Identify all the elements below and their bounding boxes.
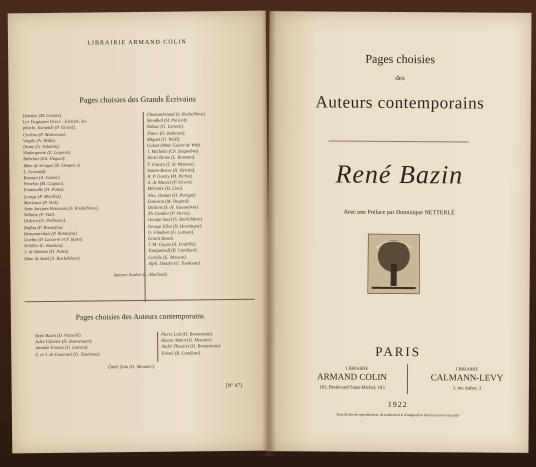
entry-line: Alex. Dumas (H. Parigot).	[147, 192, 197, 198]
entry-line: J. M. Guyau (A. Fouillée).	[148, 241, 197, 248]
entry-line: Mignet (G. Weill).	[147, 136, 181, 142]
entry-line: Beaumarchais (P. Bonnefon).	[23, 230, 78, 237]
entry-line: Buffon (P. Bonnefon).	[23, 224, 64, 230]
left-column-4	[161, 331, 261, 357]
entry-line: Th. Gautier (P. Sirven).	[147, 210, 191, 217]
entry-line: Cicéron (P. Monceaux).	[22, 131, 67, 137]
entry-line: Marivaux (P. Vial).	[23, 199, 59, 206]
entry-line: Emerson (M. Dugard).	[147, 198, 190, 204]
entry-line: Dickens (S.-H. Gaussebon).	[147, 204, 199, 210]
entry-line: René Bazin (D. Netterlé).	[35, 332, 82, 339]
entry-line: Thiers (G. Robertet).	[146, 130, 186, 136]
entry-line: Balzac (G. Lanson).	[146, 123, 184, 130]
year: 1922	[387, 399, 408, 410]
entry-line: George Eliot (H. Hovelaque).	[147, 222, 203, 229]
entry-line: G. Flaubert (G. Lanson).	[147, 229, 195, 235]
rights-notice: Tous droits de reproduction, de traduction et d'adaptation réservés pour tous pays	[336, 412, 460, 418]
title-line-1: Pages choisies	[365, 51, 436, 67]
title-rule	[329, 141, 469, 143]
entry-line: Stendhal (H. Paricot).	[146, 117, 188, 124]
publisher1-address: 103, Boulevard Saint-Michel, 103	[319, 385, 385, 391]
entry-line: André Theuriet (H. Bonnemain).	[161, 343, 222, 350]
entry-line: George Sand (S. Rocheblave).	[147, 216, 204, 223]
entry-line: Fénelon (M. Cagnac).	[23, 181, 65, 187]
left-column-1	[23, 112, 143, 262]
entry-line: Pierre Loti (H. Bonnemain).	[161, 331, 214, 337]
entry-line: Diderot (G. Pellissier).	[23, 218, 67, 224]
entry-line: Tourgueneff (R. Candiani).	[148, 247, 198, 254]
column-footer: Auteurs Arabes (L. Machuel).	[113, 271, 168, 278]
right-page	[266, 11, 531, 453]
entry-line: Virgile (A. Waltz).	[23, 137, 56, 144]
page-number: [Nº 47]	[225, 382, 242, 390]
entry-line: J. Michelet (Ch. Seignobos).	[147, 148, 200, 155]
entry-line: Sainte-Beuve (H. Bernès).	[147, 167, 196, 173]
publisher1-label: LIBRAIRIE	[345, 365, 369, 371]
entry-line: Rabelais (Ed. Huguet).	[23, 156, 66, 162]
entry-line: Jean-Jacques Rousseau (S. Rocheblave).	[23, 205, 99, 212]
entry-line: Schiller (L. Roustan).	[24, 243, 64, 249]
entry-line: Carlyle (E. Masson).	[148, 254, 187, 260]
entry-line: Henri Heine (L. Roustan).	[147, 154, 196, 161]
entry-line: Homère (M. Croiset).	[22, 112, 63, 119]
book-gutter	[262, 10, 276, 456]
author-name: René Bazin	[335, 159, 464, 190]
entry-line: Chateaubriand (S. Rocheblave).	[146, 111, 206, 117]
entry-line: R. P. Gratry (M. Pichot).	[147, 173, 194, 179]
entry-line: Guizot (Mme Guizot de Witt).	[147, 142, 202, 148]
publisher2-label: LIBRAIRIE	[455, 366, 479, 372]
publisher1-name: ARMAND COLIN	[317, 371, 387, 382]
publisher-emblem	[368, 234, 420, 294]
entry-line: L. Levrault).	[23, 168, 47, 175]
entry-line: A. de Musset (P. Sirven).	[147, 179, 193, 186]
entry-line: Jules Claretie (H. Bonnemain).	[35, 338, 93, 345]
entry-line: phocle, Euripide (P. Girard).	[22, 125, 77, 131]
left-column-2	[147, 111, 261, 267]
column-divider-2	[157, 332, 158, 362]
preface-line: Avec une Préface par Dominique NETTERLÉ	[343, 209, 455, 217]
publisher-divider	[407, 364, 408, 394]
publisher2-name: CALMANN-LEVY	[430, 372, 504, 383]
left-page	[8, 11, 271, 454]
entry-line: Mérimée (H. Lion).	[147, 185, 184, 192]
entry-line: Dante (A. Valentin).	[23, 143, 60, 150]
entry-line: V. Cousin (T. de Wyzewa).	[147, 161, 195, 167]
entry-line: Fontenelle (H. Potez).	[23, 187, 65, 193]
entry-line: Ernest Renan.	[148, 235, 175, 241]
section2-title: Pages choisies des Auteurs contemporains	[75, 311, 205, 322]
left-column-3	[35, 332, 155, 358]
city: PARIS	[375, 343, 422, 360]
entry-line: Mme de Sévigné (R. Doumic et	[23, 162, 81, 168]
entry-line: J. de Maistre (H. Potez).	[24, 249, 70, 255]
entry-line: Hector Malot (G. Meunier).	[161, 337, 213, 343]
divider-rule	[25, 299, 255, 302]
publisher-header: LIBRAIRIE ARMAND COLIN	[87, 39, 187, 47]
entry-line: Anatole France (G. Lanson).	[35, 344, 89, 351]
title-line-2: des	[395, 73, 405, 83]
entry-line: Voltaire (F. Vial).	[23, 212, 56, 218]
entry-line: Shakespeare (E. Legouis).	[23, 149, 72, 156]
entry-line: Tolstoï (R. Candiani).	[161, 349, 202, 356]
entry-line: Goethe (P. Lasserre et P. Baret).	[24, 236, 84, 243]
entry-line: Lesage (P. Morillot).	[23, 193, 62, 199]
entry-line: Alph. Daudet (G. Toudouze).	[148, 260, 202, 266]
title-line-3: Auteurs contemporains	[315, 92, 485, 113]
section1-title: Pages choisies des Grands Écrivains	[79, 94, 196, 105]
column2-footer: Émile Zola (G. Meunier).	[107, 363, 155, 370]
publisher2-address: 3, rue Auber, 3	[452, 386, 482, 392]
entry-line: Les Tragiques Grecs : Eschyle, So-	[22, 118, 88, 125]
entry-line: Bossuet (A. Gazier).	[23, 174, 61, 181]
entry-line: Mme de Staël (S. Rocheblave).	[24, 255, 81, 261]
entry-line: E. et J. de Goncourt (G. Toudouze).	[35, 351, 101, 357]
